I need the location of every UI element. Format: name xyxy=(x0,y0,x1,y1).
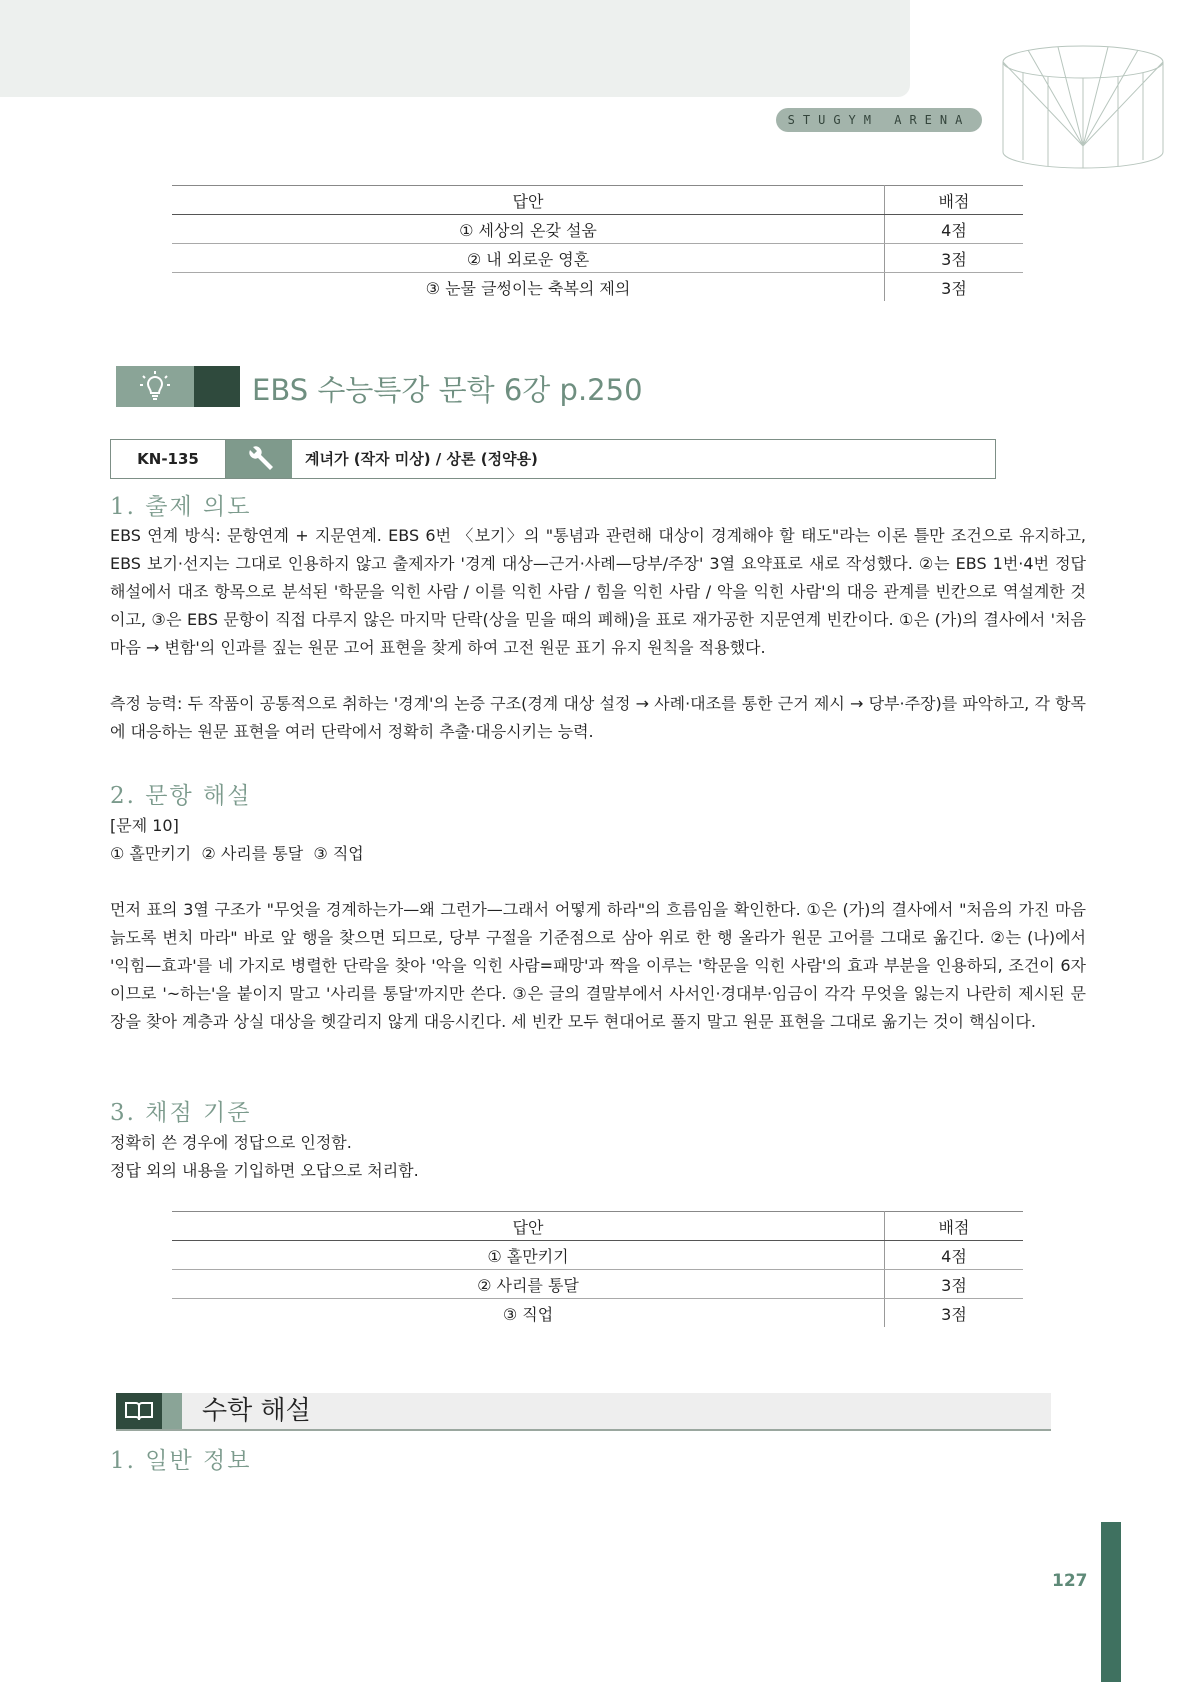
table-cell-score: 3점 xyxy=(885,244,1024,273)
tool-box xyxy=(226,440,292,478)
section-header xyxy=(116,366,766,408)
table-cell-answer: ① 홀만키기 xyxy=(172,1241,885,1270)
table-head-answer: 답안 xyxy=(172,186,885,215)
side-tab-bar xyxy=(1101,1522,1121,1682)
table-row xyxy=(172,1299,1023,1328)
explanation-heading: 2. 문항 해설 xyxy=(110,783,252,809)
table-cell-answer: ③ 직업 xyxy=(172,1299,885,1328)
section-icon-box xyxy=(116,366,194,407)
math-accent-box xyxy=(162,1393,182,1429)
math-subheading: 1. 일반 정보 xyxy=(110,1448,252,1474)
table-row xyxy=(172,1270,1023,1299)
table-cell-answer: ② 사리를 통달 xyxy=(172,1270,885,1299)
answer-list: ① 홀만키기 ② 사리를 통달 ③ 직업 xyxy=(110,844,364,863)
problem-number: [문제 10] xyxy=(110,816,179,835)
intent-heading: 1. 출제 의도 xyxy=(110,494,252,520)
answer-score-table-1 xyxy=(172,185,1023,301)
table-cell-answer: ② 내 외로운 영혼 xyxy=(172,244,885,273)
table-row xyxy=(172,1241,1023,1270)
brand-label: STUGYM ARENA xyxy=(776,108,982,132)
book-icon xyxy=(116,1393,162,1429)
intent-paragraph-2: 측정 능력: 두 작품이 공통적으로 취하는 '경계'의 논증 구조(경계 대상 설정 → 사례·대조를 통한 근거 제시 → 당부·주장)를 파악하고, 각 항목에 대응하는 원문 표현을 여러 단락에서 정확히 추출·대응시키는 능력. xyxy=(110,694,1086,741)
table-cell-score: 3점 xyxy=(941,1304,967,1324)
math-section-header xyxy=(116,1393,1051,1431)
cylinder-graphic-icon xyxy=(998,42,1168,172)
answer-score-table-2 xyxy=(172,1211,1023,1327)
explanation-paragraph: 먼저 표의 3열 구조가 "무엇을 경계하는가—왜 그런가—그래서 어떻게 하라"의 흐름임을 확인한다. ①은 (가)의 결사에서 "처음의 가진 마음 늙도록 변치 마라" 바로 앞 행을 찾으면 되므로, 당부 구절을 기준점으로 삼아 위로 한 행 올라가 원문 고어를 그대로 옮긴다. ②는 (나)에서 '익힘—효과'를 네 가지로 병렬한 단락을 찾아 '악을 익힌 사람=패망'과 짝을 이루는 '학문을 익힌 사람'의 효과 부분을 인용하되, 조건이 6자이므로 '~하는'을 붙이지 말고 '사리를 통달'까지만 쓴다. ③은 글의 결말부에서 사서인·경대부·임금이 각각 무엇을 잃는지 나란히 제시된 문장을 찾아 계층과 상실 대상을 헷갈리지 않게 대응시킨다. 세 빈칸 모두 현대어로 풀지 말고 원문 표현을 그대로 옮기는 것이 핵심이다. xyxy=(110,900,1086,1031)
lightbulb-icon xyxy=(116,366,194,407)
table-head-score: 배점 xyxy=(885,1212,1024,1241)
table-cell-answer: ③ 눈물 글썽이는 축복의 제의 xyxy=(172,273,885,302)
wrench-icon xyxy=(226,440,292,478)
table-head-answer: 답안 xyxy=(172,1212,885,1241)
section-title: EBS 수능특강 문학 6강 p.250 xyxy=(252,373,643,407)
table-row xyxy=(172,215,1023,244)
table-cell-score: 4점 xyxy=(885,1241,1024,1270)
intent-paragraph-1: EBS 연계 방식: 문항연계 + 지문연계. EBS 6번 〈보기〉의 "통념과 관련해 대상이 경계해야 할 태도"라는 이론 틀만 조건으로 유지하고, EBS 보기·선지는 그대로 인용하지 않고 출제자가 '경계 대상—근거·사례—당부/주장' 3열 요약표로 새로 작성했다. ②는 EBS 1번·4번 정답 해설에서 대조 항목으로 분석된 '학문을 익힌 사람 / 이를 익힌 사람 / 힘을 익힌 사람 / 악을 익힌 사람'의 대응 관계를 빈칸으로 역설계한 것이고, ③은 EBS 문항이 직접 다루지 않은 마지막 단락(상을 믿을 때의 폐해)을 표로 재가공한 지문연계 빈칸이다. ①은 (가)의 결사에서 '처음 마음 → 변함'의 인과를 짚는 원문 고어 표현을 찾게 하여 고전 원문 표기 유지 원칙을 적용했다. xyxy=(110,526,1086,657)
top-band xyxy=(0,0,910,97)
section-accent-box xyxy=(194,366,240,407)
table-cell-score: 3점 xyxy=(941,278,967,298)
table-cell-answer: ① 세상의 온갖 설움 xyxy=(172,215,885,244)
table-head-score: 배점 xyxy=(885,186,1024,215)
table-row xyxy=(172,244,1023,273)
item-info-box xyxy=(110,439,996,479)
work-titles: 계녀가 (작자 미상) / 상론 (정약용) xyxy=(305,450,538,468)
item-code: KN-135 xyxy=(111,440,226,478)
math-icon-box xyxy=(116,1393,162,1429)
table-row xyxy=(172,273,1023,302)
criteria-line-1: 정확히 쓴 경우에 정답으로 인정함. xyxy=(110,1133,352,1152)
criteria-line-2: 정답 외의 내용을 기입하면 오답으로 처리함. xyxy=(110,1161,419,1180)
math-section-title: 수학 해설 xyxy=(202,1396,311,1426)
table-cell-score: 3점 xyxy=(885,1270,1024,1299)
table-cell-score: 4점 xyxy=(885,215,1024,244)
criteria-heading: 3. 채점 기준 xyxy=(110,1100,252,1126)
page-number: 127 xyxy=(1052,1571,1088,1591)
